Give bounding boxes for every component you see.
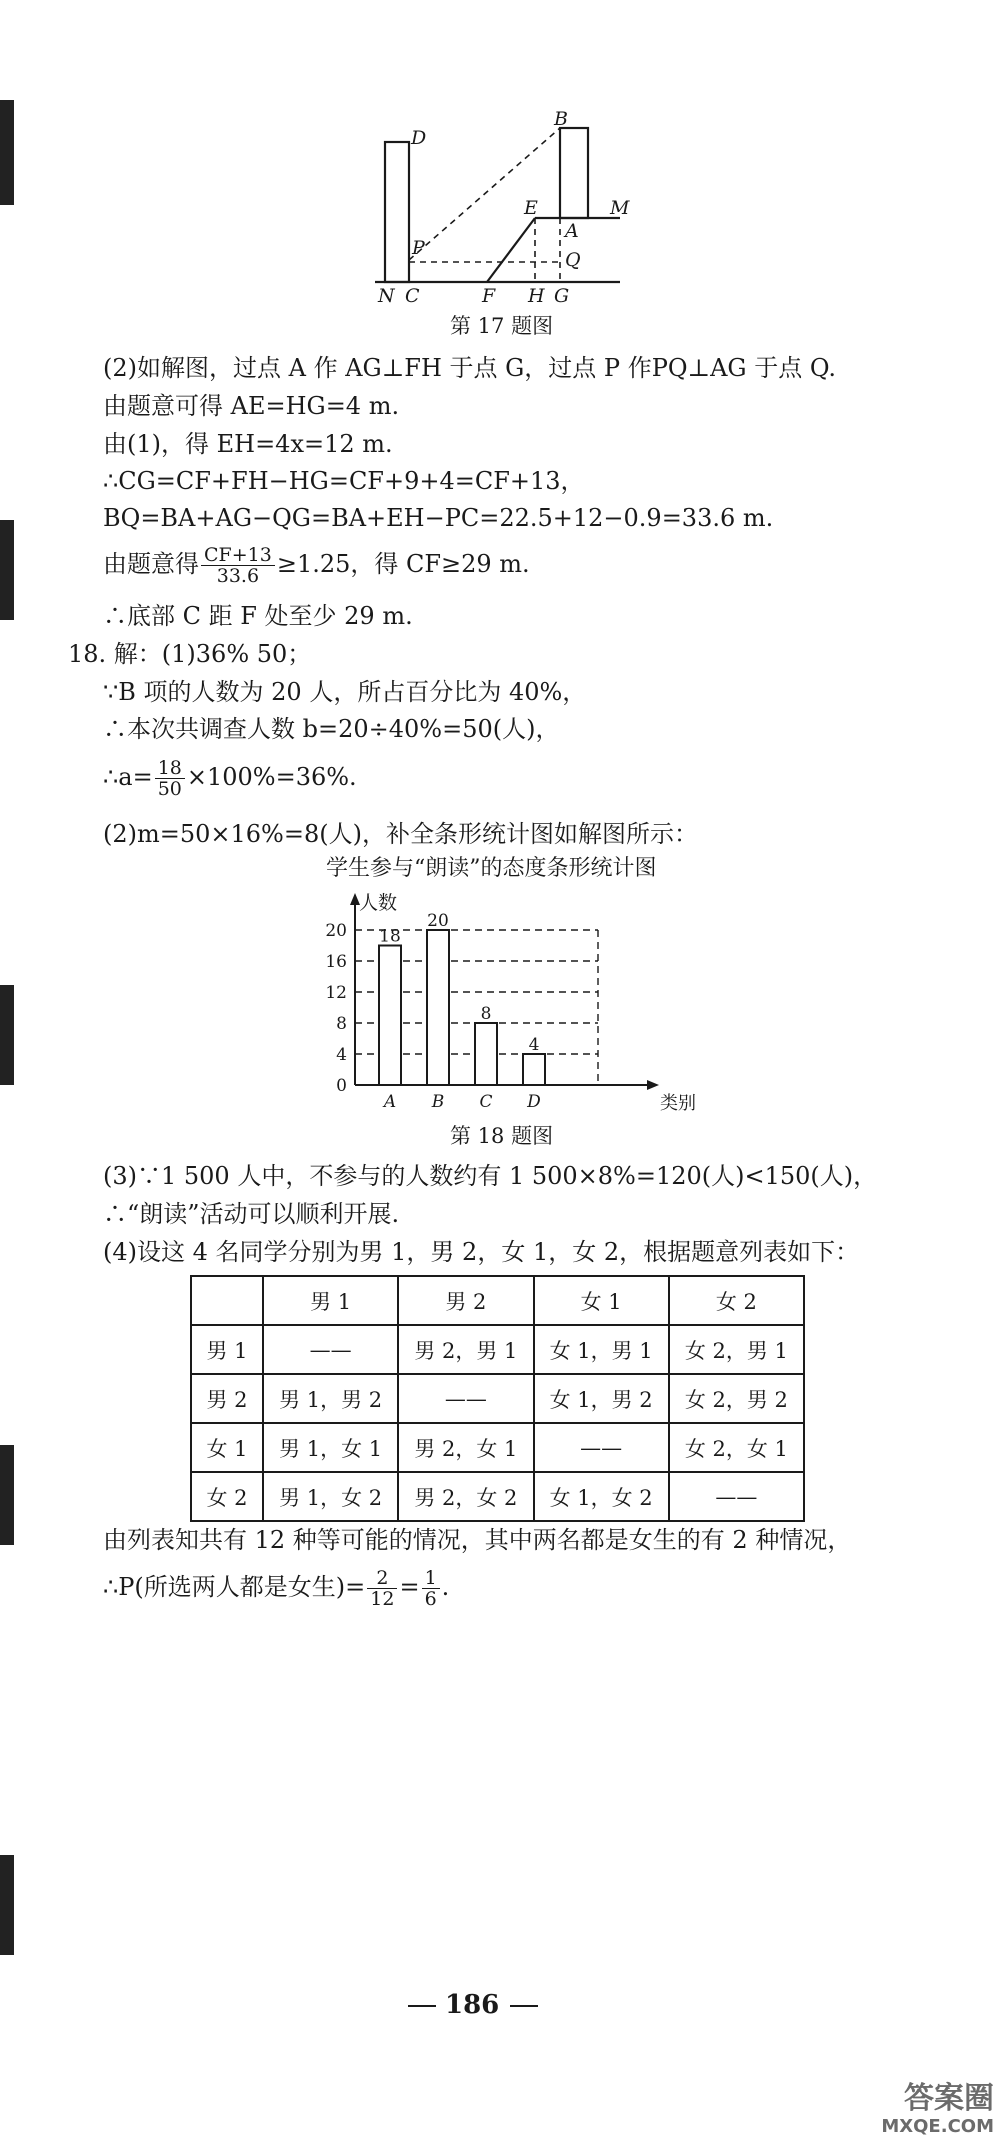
bar [379,946,401,1086]
q18-line-4-prefix: ∴a= [103,763,153,791]
fraction [155,758,185,799]
table-cell: —— [534,1423,669,1472]
y-tick-label: 0 [336,1076,347,1096]
y-tick-label: 16 [325,952,347,972]
bar-value-label: 4 [528,1035,540,1055]
table-row [191,1423,804,1472]
fraction-denominator: 12 [370,1588,395,1610]
table-cell: 女 1，女 2 [534,1472,669,1521]
page-number-dash-left [408,2005,436,2007]
table-cell: 女 2，男 2 [669,1374,804,1423]
equals-sign: = [399,1573,420,1601]
label-h: H [528,285,545,307]
q17-line-6-suffix: ≥1.25，得 CF≥29 m. [276,550,530,578]
label-g: G [554,285,570,307]
table-cell: 男 2，女 2 [398,1472,533,1521]
label-a: A [565,220,579,242]
q17-line-1: (2)如解图，过点 A 作 AG⊥FH 于点 G，过点 P 作PQ⊥AG 于点 Q. [103,354,836,382]
scan-mark [0,985,14,1085]
label-b: B [554,108,568,130]
table-cell: 男 2，女 1 [398,1423,533,1472]
table-cell: 女 1，男 2 [534,1374,669,1423]
x-axis-arrow [647,1080,659,1090]
label-q: Q [565,249,581,271]
fraction-denominator: 6 [424,1588,437,1610]
table-cell: 男 1，女 2 [263,1472,398,1521]
y-axis-label: 人数 [359,892,398,914]
x-axis-label: 类别 [660,1093,696,1114]
table-header-row [191,1276,804,1325]
label-c: C [405,285,420,307]
table-cell: —— [398,1374,533,1423]
page-number-dash-right [510,2005,538,2007]
building-right [560,128,588,218]
table-cell: 女 2，男 1 [669,1325,804,1374]
fraction-numerator: 2 [367,1568,397,1589]
fraction [201,545,275,586]
label-e: E [524,197,538,219]
q18-line-1: 18. 解：(1)36% 50； [68,640,312,668]
scan-mark [0,100,14,205]
fraction-numerator: 1 [422,1568,440,1589]
figure-17-diagram [360,100,660,310]
q18-line-9: 由列表知共有 12 种等可能的情况，其中两名都是女生的有 2 种情况， [103,1526,852,1554]
table-row [191,1472,804,1521]
watermark-logo [881,2082,994,2138]
y-tick-label: 8 [336,1014,347,1034]
q17-line-6 [103,545,530,586]
label-d: D [411,127,427,149]
table-cell: 女 2 [191,1472,263,1521]
table-cell: 男 1 [263,1276,398,1325]
fraction-denominator: 33.6 [216,565,260,587]
probability-table [190,1275,805,1522]
q18-line-10 [103,1568,449,1609]
watermark-sub: MXQE.COM [881,2116,994,2137]
scan-mark [0,1855,14,1955]
table-cell: —— [263,1325,398,1374]
bar-value-label: 8 [480,1004,492,1024]
sight-line-pb [409,128,560,260]
x-tick-label: B [431,1092,445,1112]
y-tick-label: 4 [336,1045,347,1065]
q17-line-5: BQ=BA+AG−QG=BA+EH−PC=22.5+12−0.9=33.6 m. [103,504,774,532]
y-tick-label: 12 [325,983,347,1003]
label-m: M [610,197,630,219]
label-p: P [412,237,425,259]
q18-line-2: ∵B 项的人数为 20 人，所占百分比为 40%， [103,678,587,706]
table-cell: 男 1 [191,1325,263,1374]
fraction [367,1568,397,1609]
q18-line-3: ∴本次共调查人数 b=20÷40%=50(人)， [103,715,560,743]
table-cell: 男 1，女 1 [263,1423,398,1472]
table-cell: 女 1 [534,1276,669,1325]
label-f: F [482,285,496,307]
table-cell: 男 1，男 2 [263,1374,398,1423]
q18-line-10-prefix: ∴P(所选两人都是女生)= [103,1573,366,1601]
table-cell: 男 2 [191,1374,263,1423]
bar [475,1023,497,1085]
q18-line-8: (4)设这 4 名同学分别为男 1，男 2，女 1，女 2，根据题意列表如下： [103,1238,860,1266]
q17-line-7: ∴底部 C 距 F 处至少 29 m. [103,602,413,630]
q18-line-10-suffix: . [441,1573,450,1601]
table-cell: 女 1，男 1 [534,1325,669,1374]
table-row [191,1325,804,1374]
q18-line-6: (3)∵1 500 人中，不参与的人数约有 1 500×8%=120(人)<150(人)， [103,1162,878,1190]
table-cell: 女 2 [669,1276,804,1325]
table-cell: 男 2，男 1 [398,1325,533,1374]
scan-mark [0,1445,14,1545]
q18-line-4 [103,758,357,799]
building-left [385,142,409,282]
scan-mark [0,520,14,620]
fraction-numerator: CF+13 [201,545,275,566]
fraction-denominator: 50 [157,778,182,800]
q17-line-6-prefix: 由题意得 [103,550,199,578]
q18-line-7: ∴“朗读”活动可以顺利开展. [103,1200,400,1228]
watermark-main: 答案圈 [904,2081,994,2116]
table-cell: —— [669,1472,804,1521]
bar [427,930,449,1085]
table-cell: 男 2 [398,1276,533,1325]
x-tick-label: D [527,1092,541,1112]
bar-value-label: 18 [379,926,401,947]
fraction-numerator: 18 [155,758,185,779]
x-tick-label: A [383,1092,397,1112]
q17-line-3: 由(1)，得 EH=4x=12 m. [103,430,393,458]
bar-chart [300,885,700,1115]
q17-line-2: 由题意可得 AE=HG=4 m. [103,392,400,420]
figure-18-caption: 第 18 题图 [450,1124,554,1148]
chart-title: 学生参与“朗读”的态度条形统计图 [326,856,657,881]
bar [523,1054,545,1085]
q17-line-4: ∴CG=CF+FH−HG=CF+9+4=CF+13， [103,467,585,495]
fraction [422,1568,440,1609]
page-number: 186 [445,1990,500,2020]
bar-value-label: 20 [427,911,449,931]
table-cell: 女 2，女 1 [669,1423,804,1472]
x-tick-label: C [479,1092,493,1112]
table-cell [191,1276,263,1325]
table-row [191,1374,804,1423]
figure-17-caption: 第 17 题图 [450,314,554,338]
q18-line-4-suffix: ×100%=36%. [186,763,357,791]
table-cell: 女 1 [191,1423,263,1472]
y-tick-label: 20 [325,921,347,941]
q18-line-5: (2)m=50×16%=8(人)，补全条形统计图如解图所示： [103,820,698,848]
label-n: N [378,285,395,307]
slope-ef [487,218,535,282]
